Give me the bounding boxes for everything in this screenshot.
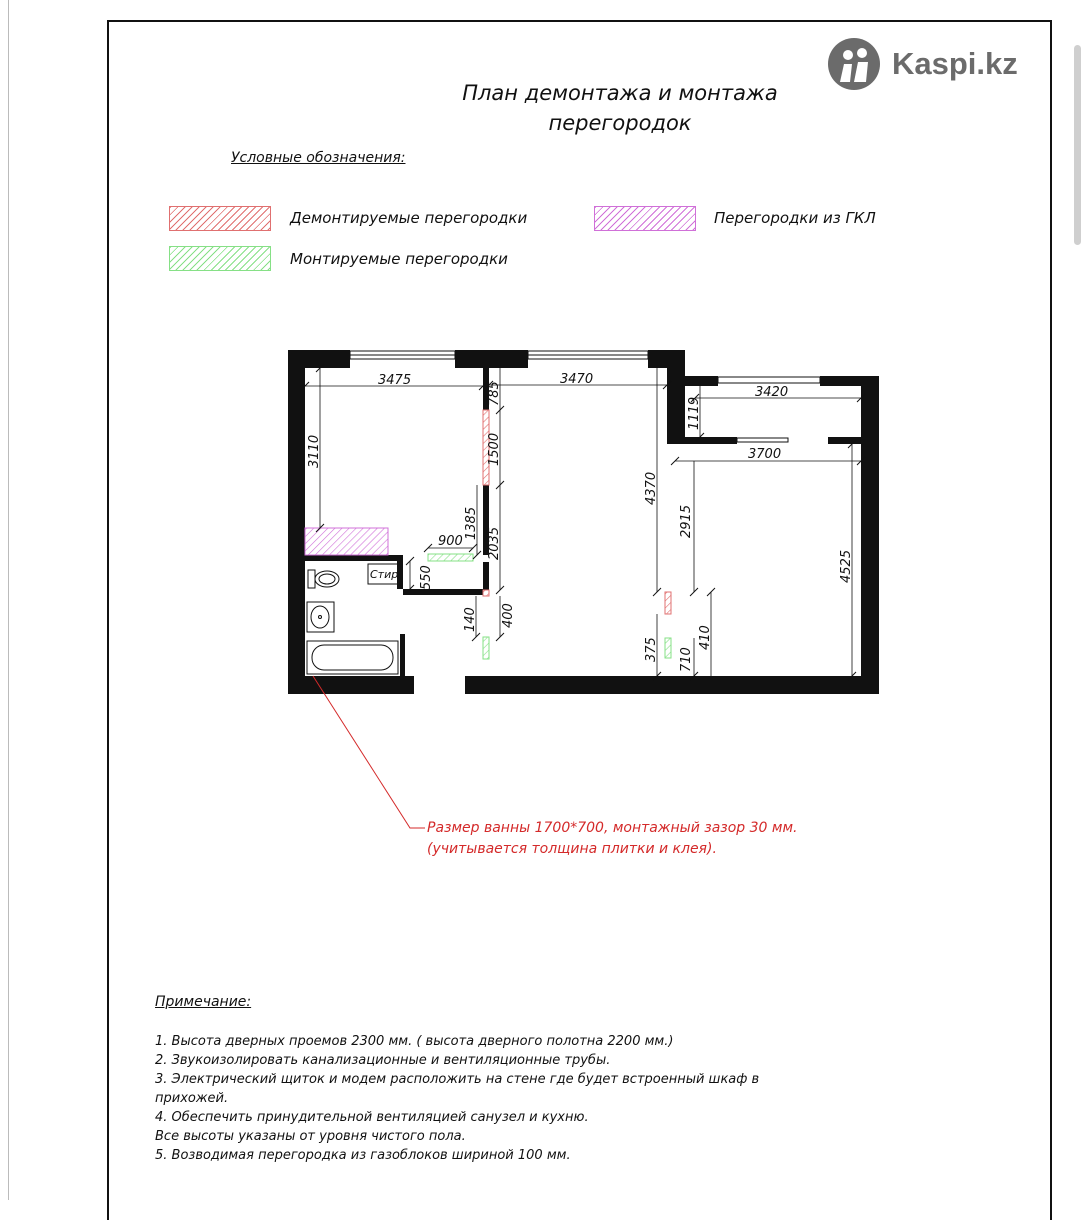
walls xyxy=(288,350,879,694)
dim-410: 410 xyxy=(698,625,713,650)
note-item: 5. Возводимая перегородка из газоблоков шириной 100 мм. xyxy=(155,1148,571,1163)
dim-4370: 4370 xyxy=(644,471,659,505)
title-line-2: перегородок xyxy=(548,111,692,135)
callout-line-1: Размер ванны 1700*700, монтажный зазор 30 мм. xyxy=(427,820,798,836)
note-item: прихожей. xyxy=(155,1091,229,1106)
title-line-1: План демонтажа и монтажа xyxy=(462,81,778,105)
dim-375: 375 xyxy=(644,637,659,662)
dim-3110: 3110 xyxy=(307,434,322,468)
installed-partition-2 xyxy=(483,637,489,659)
notes-list xyxy=(155,1032,855,1165)
bathtub-icon xyxy=(307,641,398,674)
toilet-icon xyxy=(308,570,339,588)
callout-leader xyxy=(313,676,425,828)
gkl-partition xyxy=(305,528,388,555)
dim-710: 710 xyxy=(679,647,694,672)
sink-icon xyxy=(307,602,334,632)
dim-1500: 1500 xyxy=(487,432,502,466)
dim-3700: 3700 xyxy=(748,447,782,462)
note-item: 1. Высота дверных проемов 2300 мм. ( высота дверного полотна 2200 мм.) xyxy=(155,1034,674,1049)
note-item: 4. Обеспечить принудительной вентиляцией санузел и кухню. xyxy=(155,1110,589,1125)
legend-heading: Условные обозначения: xyxy=(231,150,406,166)
washer-label-box xyxy=(368,564,398,584)
dim-900: 900 xyxy=(438,534,463,549)
kaspi-logo-text: Kaspi.kz xyxy=(892,46,1018,81)
dim-4525: 4525 xyxy=(839,549,854,583)
legend-label-gkl: Перегородки из ГКЛ xyxy=(714,209,876,227)
demolished-partition-3 xyxy=(665,592,671,614)
dim-140: 140 xyxy=(463,607,478,632)
note-item: 2. Звукоизолировать канализационные и вентиляционные трубы. xyxy=(155,1053,611,1068)
demolished-partition-2 xyxy=(483,590,489,596)
installed-partition-1 xyxy=(428,554,473,561)
dim-550: 550 xyxy=(419,565,434,590)
legend-label-demolished: Демонтируемые перегородки xyxy=(290,209,528,227)
windows xyxy=(350,351,820,442)
dim-1119: 1119 xyxy=(687,396,702,430)
notes-heading: Примечание: xyxy=(155,994,252,1010)
dim-2035: 2035 xyxy=(487,526,502,560)
bathtub-callout xyxy=(427,818,797,860)
dim-400: 400 xyxy=(501,603,516,628)
dimension-lines xyxy=(305,368,861,676)
washer-label: Стир xyxy=(370,568,399,581)
dim-3475: 3475 xyxy=(378,373,412,388)
dimension-ticks xyxy=(301,364,865,680)
note-item: 3. Электрический щиток и модем расположить на стене где будет встроенный шкаф в xyxy=(155,1072,760,1087)
dim-3470: 3470 xyxy=(560,372,594,387)
dim-3420: 3420 xyxy=(755,385,789,400)
dim-1385: 1385 xyxy=(464,506,479,540)
dim-785: 785 xyxy=(487,381,502,406)
installed-partition-3 xyxy=(665,638,671,658)
dim-2915: 2915 xyxy=(679,504,694,538)
legend-label-installed: Монтируемые перегородки xyxy=(290,250,508,268)
callout-line-2: (учитывается толщина плитки и клея). xyxy=(427,841,717,857)
note-item: Все высоты указаны от уровня чистого пола. xyxy=(155,1129,466,1144)
